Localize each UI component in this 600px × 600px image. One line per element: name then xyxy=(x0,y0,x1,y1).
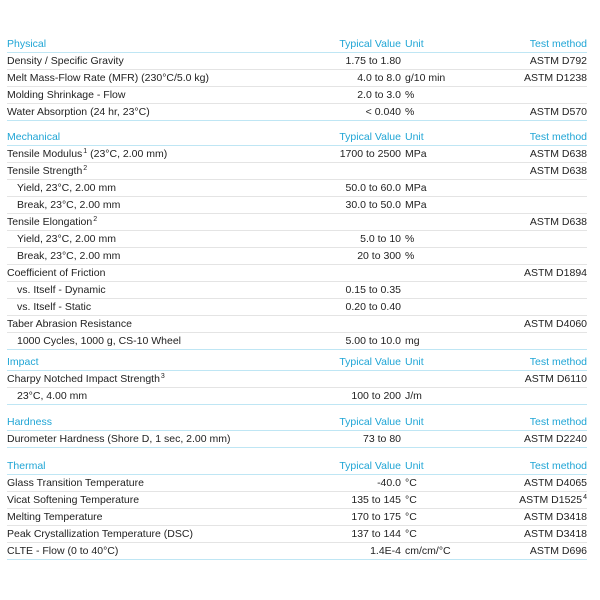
unit: g/10 min xyxy=(405,72,446,84)
property-label: Peak Crystallization Temperature (DSC) xyxy=(7,528,193,540)
column-header-unit: Unit xyxy=(405,131,424,143)
property-name xyxy=(17,284,106,296)
property-label: Charpy Notched Impact Strength xyxy=(7,373,160,385)
column-header-value: Typical Value xyxy=(339,356,401,368)
property-name xyxy=(7,55,124,67)
test-method xyxy=(530,165,587,177)
table-row xyxy=(7,526,587,543)
test-method-label: ASTM D638 xyxy=(529,148,587,160)
section-title: Thermal xyxy=(7,460,46,472)
table-row xyxy=(7,431,587,448)
unit: mg xyxy=(405,335,420,347)
test-method xyxy=(530,106,587,118)
unit: cm/cm/°C xyxy=(405,545,451,557)
test-method-label: ASTM D4060 xyxy=(523,318,587,330)
column-header-method: Test method xyxy=(529,356,587,368)
property-name xyxy=(7,148,167,160)
test-method-label: ASTM D696 xyxy=(529,545,587,557)
unit: °C xyxy=(405,528,417,540)
property-label: Break, 23°C, 2.00 mm xyxy=(17,199,121,211)
table-row xyxy=(7,333,587,350)
test-method xyxy=(524,72,587,84)
unit: °C xyxy=(405,494,417,506)
property-name xyxy=(17,335,181,347)
section-header xyxy=(7,129,587,146)
typical-value: 1.75 to 1.80 xyxy=(345,55,401,67)
test-method-label: ASTM D792 xyxy=(529,55,587,67)
typical-value: 1.4E-4 xyxy=(370,545,401,557)
test-method xyxy=(525,373,587,385)
table-row xyxy=(7,214,587,231)
table-row xyxy=(7,299,587,316)
test-method xyxy=(524,267,587,279)
property-label: Density / Specific Gravity xyxy=(7,55,124,67)
typical-value: 0.15 to 0.35 xyxy=(345,284,401,296)
typical-value: 4.0 to 8.0 xyxy=(357,72,401,84)
table-row xyxy=(7,316,587,333)
unit: °C xyxy=(405,477,417,489)
test-method xyxy=(530,216,587,228)
column-header-value: Typical Value xyxy=(339,38,401,50)
unit: MPa xyxy=(405,199,427,211)
typical-value: 2.0 to 3.0 xyxy=(357,89,401,101)
test-method-label: ASTM D1894 xyxy=(523,267,587,279)
property-label: Yield, 23°C, 2.00 mm xyxy=(17,182,116,194)
typical-value: 135 to 145 xyxy=(351,494,401,506)
typical-value: 100 to 200 xyxy=(351,390,401,402)
property-name xyxy=(7,165,87,177)
footnote-marker: 3 xyxy=(160,373,165,380)
footnote-marker: 4 xyxy=(583,494,587,501)
property-label: 1000 Cycles, 1000 g, CS-10 Wheel xyxy=(17,335,182,347)
property-label: CLTE - Flow (0 to 40°C) xyxy=(7,545,119,557)
typical-value: 73 to 80 xyxy=(363,433,401,445)
section-title: Physical xyxy=(7,38,47,50)
section-thermal xyxy=(7,458,587,560)
section-mechanical xyxy=(7,129,587,350)
section-header xyxy=(7,414,587,431)
section-impact xyxy=(7,354,587,405)
table-row xyxy=(7,231,587,248)
property-label: vs. Itself - Dynamic xyxy=(17,284,106,296)
section-title: Mechanical xyxy=(7,131,61,143)
property-label: Coefficient of Friction xyxy=(7,267,106,279)
typical-value: 50.0 to 60.0 xyxy=(345,182,401,194)
property-name xyxy=(17,301,91,313)
typical-value: 20 to 300 xyxy=(357,250,401,262)
property-name xyxy=(7,494,139,506)
property-name xyxy=(7,477,144,489)
property-name xyxy=(7,72,209,84)
property-name xyxy=(7,545,118,557)
column-header-value: Typical Value xyxy=(339,416,401,428)
unit: MPa xyxy=(405,148,427,160)
column-header-method: Test method xyxy=(529,460,587,472)
property-name xyxy=(7,528,193,540)
table-row xyxy=(7,180,587,197)
table-row xyxy=(7,388,587,405)
property-label: Water Absorption (24 hr, 23°C) xyxy=(7,106,150,118)
test-method-label: ASTM D1525 xyxy=(519,494,583,506)
column-header-value: Typical Value xyxy=(339,131,401,143)
property-name xyxy=(17,199,120,211)
section-header xyxy=(7,36,587,53)
unit: % xyxy=(405,89,415,101)
property-label: Melt Mass-Flow Rate (MFR) (230°C/5.0 kg) xyxy=(7,72,209,84)
test-method xyxy=(530,55,587,67)
column-header-unit: Unit xyxy=(405,38,424,50)
unit: % xyxy=(405,106,415,118)
test-method-label: ASTM D570 xyxy=(529,106,587,118)
table-row xyxy=(7,265,587,282)
test-method xyxy=(524,511,587,523)
test-method xyxy=(524,433,587,445)
typical-value: 137 to 144 xyxy=(351,528,401,540)
property-label: vs. Itself - Static xyxy=(17,301,92,313)
test-method-label: ASTM D4065 xyxy=(523,477,587,489)
property-name xyxy=(7,216,97,228)
property-condition: (23°C, 2.00 mm) xyxy=(87,148,168,160)
test-method-label: ASTM D3418 xyxy=(523,511,587,523)
table-row xyxy=(7,492,587,509)
property-name xyxy=(17,250,120,262)
typical-value: 5.0 to 10 xyxy=(360,233,401,245)
unit: % xyxy=(405,250,415,262)
table-row xyxy=(7,371,587,388)
column-header-unit: Unit xyxy=(405,356,424,368)
unit: J/m xyxy=(405,390,422,402)
property-name xyxy=(17,390,87,402)
table-row xyxy=(7,146,587,163)
test-method-label: ASTM D638 xyxy=(529,165,587,177)
section-physical xyxy=(7,36,587,121)
table-row xyxy=(7,87,587,104)
property-label: Vicat Softening Temperature xyxy=(7,494,140,506)
table-row xyxy=(7,197,587,214)
property-label: Yield, 23°C, 2.00 mm xyxy=(17,233,116,245)
section-title: Hardness xyxy=(7,416,52,428)
property-label: 23°C, 4.00 mm xyxy=(17,390,88,402)
typical-value: -40.0 xyxy=(377,477,401,489)
table-row xyxy=(7,163,587,180)
unit: % xyxy=(405,233,415,245)
typical-value: 170 to 175 xyxy=(351,511,401,523)
property-name xyxy=(17,182,116,194)
test-method-label: ASTM D638 xyxy=(529,216,587,228)
table-row xyxy=(7,282,587,299)
property-label: Durometer Hardness (Shore D, 1 sec, 2.00 mm) xyxy=(7,433,231,445)
footnote-marker: 2 xyxy=(93,216,98,223)
typical-value: 1700 to 2500 xyxy=(339,148,401,160)
section-hardness xyxy=(7,414,587,448)
property-label: Tensile Modulus xyxy=(7,148,83,160)
property-name xyxy=(7,373,165,385)
test-method xyxy=(524,318,587,330)
typical-value: 30.0 to 50.0 xyxy=(345,199,401,211)
column-header-unit: Unit xyxy=(405,460,424,472)
property-label: Taber Abrasion Resistance xyxy=(7,318,132,330)
property-name xyxy=(7,89,125,101)
column-header-method: Test method xyxy=(529,38,587,50)
unit: °C xyxy=(405,511,417,523)
column-header-unit: Unit xyxy=(405,416,424,428)
property-label: Break, 23°C, 2.00 mm xyxy=(17,250,121,262)
test-method-label: ASTM D1238 xyxy=(523,72,587,84)
test-method xyxy=(530,148,587,160)
column-header-value: Typical Value xyxy=(339,460,401,472)
property-name xyxy=(7,511,103,523)
test-method xyxy=(519,494,587,506)
section-title: Impact xyxy=(7,356,39,368)
section-header xyxy=(7,354,587,371)
column-header-method: Test method xyxy=(529,416,587,428)
test-method-label: ASTM D6110 xyxy=(524,373,587,385)
test-method xyxy=(530,545,587,557)
test-method xyxy=(524,477,587,489)
table-row xyxy=(7,543,587,560)
property-name xyxy=(7,267,105,279)
property-label: Melting Temperature xyxy=(7,511,103,523)
table-row xyxy=(7,248,587,265)
table-row xyxy=(7,475,587,492)
property-label: Molding Shrinkage - Flow xyxy=(7,89,126,101)
table-row xyxy=(7,509,587,526)
footnote-marker: 2 xyxy=(83,165,88,172)
property-label: Tensile Elongation xyxy=(7,216,93,228)
property-name xyxy=(7,106,150,118)
section-header xyxy=(7,458,587,475)
column-header-method: Test method xyxy=(529,131,587,143)
typical-value: 5.00 to 10.0 xyxy=(345,335,401,347)
property-label: Glass Transition Temperature xyxy=(7,477,144,489)
property-name xyxy=(7,318,132,330)
typical-value: < 0.040 xyxy=(365,106,401,118)
footnote-marker: 1 xyxy=(83,148,88,155)
unit: MPa xyxy=(405,182,427,194)
test-method-label: ASTM D2240 xyxy=(523,433,587,445)
property-name xyxy=(17,233,116,245)
table-row xyxy=(7,70,587,87)
typical-value: 0.20 to 0.40 xyxy=(345,301,401,313)
property-name xyxy=(7,433,231,445)
table-row xyxy=(7,53,587,70)
property-label: Tensile Strength xyxy=(7,165,83,177)
test-method xyxy=(524,528,587,540)
table-row xyxy=(7,104,587,121)
test-method-label: ASTM D3418 xyxy=(523,528,587,540)
